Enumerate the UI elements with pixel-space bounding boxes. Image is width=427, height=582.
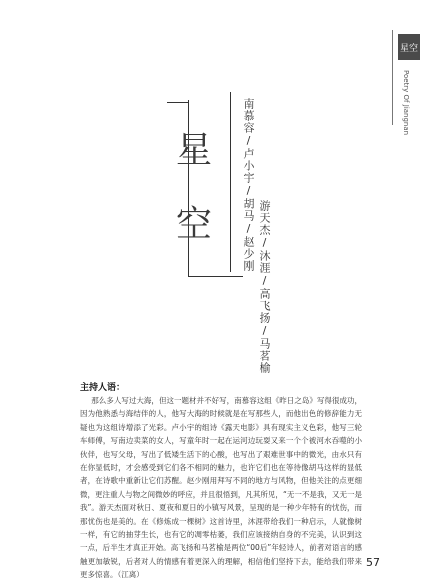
title-rule-top	[167, 102, 188, 103]
section-label: 星空	[398, 34, 420, 60]
authors-column-2: 游天杰/沐涯/高飞扬/马茗榆	[258, 200, 271, 374]
section-subtitle: Poetry Of Jiangnan	[402, 70, 410, 136]
title-rule-bottom	[188, 276, 243, 277]
host-notes-paragraph: 那么多人写过大海，但这一题材并不好写，南慕容这组《昨日之岛》写得很成功，因为他熟悉与海结伴的人，他写大海的时候就是在写那些人，而他出色的修辞能力无疑也为这组诗增添了光彩。卢小宇的组诗《露天电影》具有现实主义色彩，他写三轮车师傅，写南边卖菜的女人，写童年时一起在运河边玩耍又来一个个被河水吞噬的小伙伴，也写父母，写出了低矮生活下的心酸，也写出了艰难世事中的微光，由水只有在你显低时，才会感受到它们各不相同的魅力，也许它们也在等待像胡马这样的显低者，在诗歌中重新让它们苏醒。赵少刚用拜写不同的地方与风物，但他关注的点更细微，更注重人与物之间微妙的呼应，并且很悟到，凡其所见，“无一不是我，又无一是我”。游天杰面对秋日、夏夜和夏日的小镇写风景，呈现的是一种少年特有的忧伤，而那忧伤也是美的。在《修炼成一棵树》这首诗里，沐涯带给我们一种启示，人就像树一样，有它的抽芽生长，也有它的凋零枯萎，我们应该接纳自身的不完美，认识到这一点，后半生才真正开始。高飞扬和马茗榆是两位“00后”年轻诗人，前者对语言的感触更加敏锐，后者对人的情感有着更深入的理解，相信他们坚持下去，能给我们带来更多惊喜。（江离）	[80, 396, 362, 580]
authors-column-1: 南慕容/卢小宇/胡马/赵少刚	[242, 98, 255, 272]
page-title-char-1: 星	[176, 130, 213, 171]
host-notes-body	[80, 394, 362, 582]
page-number: 57	[366, 556, 380, 569]
title-rule-right	[230, 92, 231, 272]
host-notes-heading: 主持人语：	[80, 383, 126, 393]
page-title-char-2: 空	[176, 204, 213, 245]
sidebar-divider	[392, 30, 393, 125]
